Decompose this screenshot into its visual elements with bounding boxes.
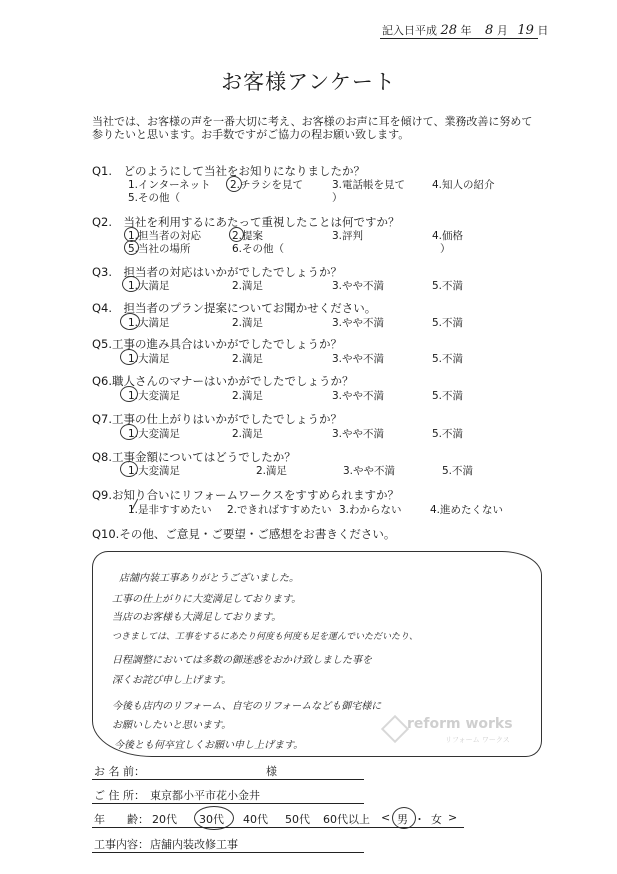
q2-option-2[interactable]: 2.提案 [232, 230, 264, 242]
intro-line: 当社では、お客様の声を一番大切に考え、お客様のお声に耳を傾けて、業務改善に努めて [92, 115, 533, 128]
intro-text [92, 115, 532, 141]
q8-option-3[interactable]: 3.やや不満 [343, 465, 396, 477]
q9-option-3[interactable]: 3.わからない [339, 504, 402, 516]
date-day: 19 [517, 23, 534, 38]
q9-option-1[interactable]: 1.是非すすめたい [128, 504, 212, 516]
q6-option-3[interactable]: 3.やや不満 [332, 390, 385, 402]
selection-circle [124, 240, 139, 255]
q1-option-2[interactable]: 2.チラシを見て [230, 179, 304, 191]
age-option-20[interactable]: 20代 [152, 813, 177, 826]
work-value: 店舗内装改修工事 [150, 838, 238, 851]
q1-option-4[interactable]: 4.知人の紹介 [432, 179, 495, 191]
q1-option-1[interactable]: 1.インターネット [128, 179, 211, 191]
question-q2: Q2. 当社を利用するにあたって重視したことは何ですか？ [92, 215, 400, 229]
q3-option-2[interactable]: 2.満足 [232, 280, 264, 292]
age-option-30[interactable]: 30代 [199, 813, 224, 826]
question-q7: Q7.工事の仕上がりはいかがでしたでしょうか？ [92, 412, 343, 426]
q7-option-2[interactable]: 2.満足 [232, 428, 264, 440]
date-prefix: 記入日平成 [382, 24, 437, 37]
logo-name: reform works [407, 716, 513, 732]
name-underline [92, 779, 364, 780]
selection-circle [392, 807, 416, 829]
selection-circle [120, 313, 140, 330]
q2-option-4[interactable]: 4.価格 [432, 230, 464, 242]
comment-line: 店舗内装工事ありがとうございました。 [119, 573, 299, 584]
q4-option-1[interactable]: 1.大満足 [128, 317, 170, 329]
q2-option-3[interactable]: 3.評判 [332, 230, 364, 242]
q4-option-2[interactable]: 2.満足 [232, 317, 264, 329]
q3-option-5[interactable]: 5.不満 [432, 280, 464, 292]
q3-option-3[interactable]: 3.やや不満 [332, 280, 385, 292]
selection-circle [120, 386, 138, 402]
date-year-unit: 年 [460, 24, 472, 37]
intro-line: 参りたいと思います。お手数ですがご協力の程お願い致します。 [92, 128, 410, 141]
q1-other-close: ） [332, 192, 343, 204]
selection-circle [229, 227, 244, 242]
selection-circle [120, 424, 138, 440]
work-label: 工事内容： [94, 838, 149, 851]
q2-other-close: ） [440, 243, 451, 255]
date-month: 8 [485, 23, 494, 38]
q8-option-1[interactable]: 1.大変満足 [128, 465, 181, 477]
question-q5: Q5.工事の進み具合はいかがでしたでしょうか？ [92, 337, 343, 351]
q1-option-3[interactable]: 3.電話帳を見て [332, 179, 406, 191]
address-label: ご 住 所： [94, 789, 145, 802]
address-underline [92, 803, 364, 804]
q2-option-5[interactable]: 5.当社の場所 [128, 243, 191, 255]
age-underline [92, 827, 464, 828]
q9-option-4[interactable]: 4.進めたくない [430, 504, 504, 516]
age-option-50[interactable]: 50代 [285, 813, 310, 826]
q4-option-5[interactable]: 5.不満 [432, 317, 464, 329]
gender-female[interactable]: 女 [431, 813, 442, 826]
q3-option-1[interactable]: 1.大満足 [128, 280, 170, 292]
work-underline [92, 852, 364, 853]
comment-line: つきましては、工事をするにあたり何度も何度も足を運んでいただいたり、 [112, 632, 419, 642]
question-q8: Q8.工事金額についてはどうでしたか？ [92, 450, 296, 464]
q6-option-2[interactable]: 2.満足 [232, 390, 264, 402]
question-q9: Q9.お知り合いにリフォームワークスをすすめられますか？ [92, 488, 399, 502]
question-q1: Q1. どのようにして当社をお知りになりましたか？ [92, 164, 366, 178]
comment-line: 今後も店内のリフォーム、自宅のリフォームなども御宅様に [112, 701, 382, 712]
q2-option-1[interactable]: 1.担当者の対応 [128, 230, 202, 242]
comment-line: 日程調整においては多数の御迷惑をおかけ致しました事を [112, 655, 372, 666]
gender-close: > [448, 811, 458, 824]
date-month-unit: 月 [496, 24, 508, 37]
question-q6: Q6.職人さんのマナーはいかがでしたでしょうか？ [92, 374, 354, 388]
q5-option-1[interactable]: 1.大満足 [128, 353, 170, 365]
q2-option-6[interactable]: 6.その他（ [232, 243, 285, 255]
date-underline [380, 38, 538, 39]
gender-male[interactable]: 男 [397, 813, 408, 826]
q6-option-5[interactable]: 5.不満 [432, 390, 464, 402]
page-title: お客様アンケート [221, 70, 396, 94]
q5-option-3[interactable]: 3.やや不満 [332, 353, 385, 365]
entry-date [382, 22, 548, 38]
question-q4: Q4. 担当者のプラン提案についてお聞かせください。 [92, 301, 377, 315]
question-q10: Q10.その他、ご意見・ご要望・ご感想をお書きください。 [92, 527, 396, 541]
age-option-40[interactable]: 40代 [243, 813, 268, 826]
date-year: 28 [440, 23, 458, 38]
question-q3: Q3. 担当者の対応はいかがでしたでしょうか？ [92, 265, 343, 279]
q5-option-2[interactable]: 2.満足 [232, 353, 264, 365]
name-suffix: 様 [266, 765, 277, 778]
date-day-unit: 日 [537, 24, 549, 37]
q8-option-5[interactable]: 5.不満 [442, 465, 474, 477]
q4-option-3[interactable]: 3.やや不満 [332, 317, 385, 329]
selection-circle [120, 461, 138, 477]
comment-line: 今後とも何卒宜しくお願い申し上げます。 [114, 740, 304, 751]
age-label: 年 齢： [94, 813, 149, 826]
comment-line: 工事の仕上がりに大変満足しております。 [112, 594, 302, 605]
gender-separator: ・ [414, 813, 425, 826]
comment-line: 当店のお客様も大満足しております。 [112, 612, 282, 623]
q6-option-1[interactable]: 1.大変満足 [128, 390, 181, 402]
address-value: 東京都小平市花小金井 [150, 789, 260, 802]
q7-option-3[interactable]: 3.やや不満 [332, 428, 385, 440]
q1-option-5[interactable]: 5.その他（ [128, 192, 181, 204]
age-option-60[interactable]: 60代以上 [323, 813, 370, 826]
q8-option-2[interactable]: 2.満足 [256, 465, 288, 477]
logo-subtitle: リフォーム ワークス [445, 736, 510, 744]
name-label: お 名 前： [94, 765, 145, 778]
q9-option-2[interactable]: 2.できればすすめたい [227, 504, 332, 516]
gender-open: < [381, 811, 391, 824]
q5-option-5[interactable]: 5.不満 [432, 353, 464, 365]
selection-circle [122, 276, 140, 292]
selection-circle [120, 349, 138, 365]
comment-line: 深くお詫び申し上げます。 [112, 675, 232, 686]
comment-line: お願いしたいと思います。 [112, 720, 232, 731]
q7-option-5[interactable]: 5.不満 [432, 428, 464, 440]
selection-circle [226, 176, 242, 192]
q7-option-1[interactable]: 1.大変満足 [128, 428, 181, 440]
